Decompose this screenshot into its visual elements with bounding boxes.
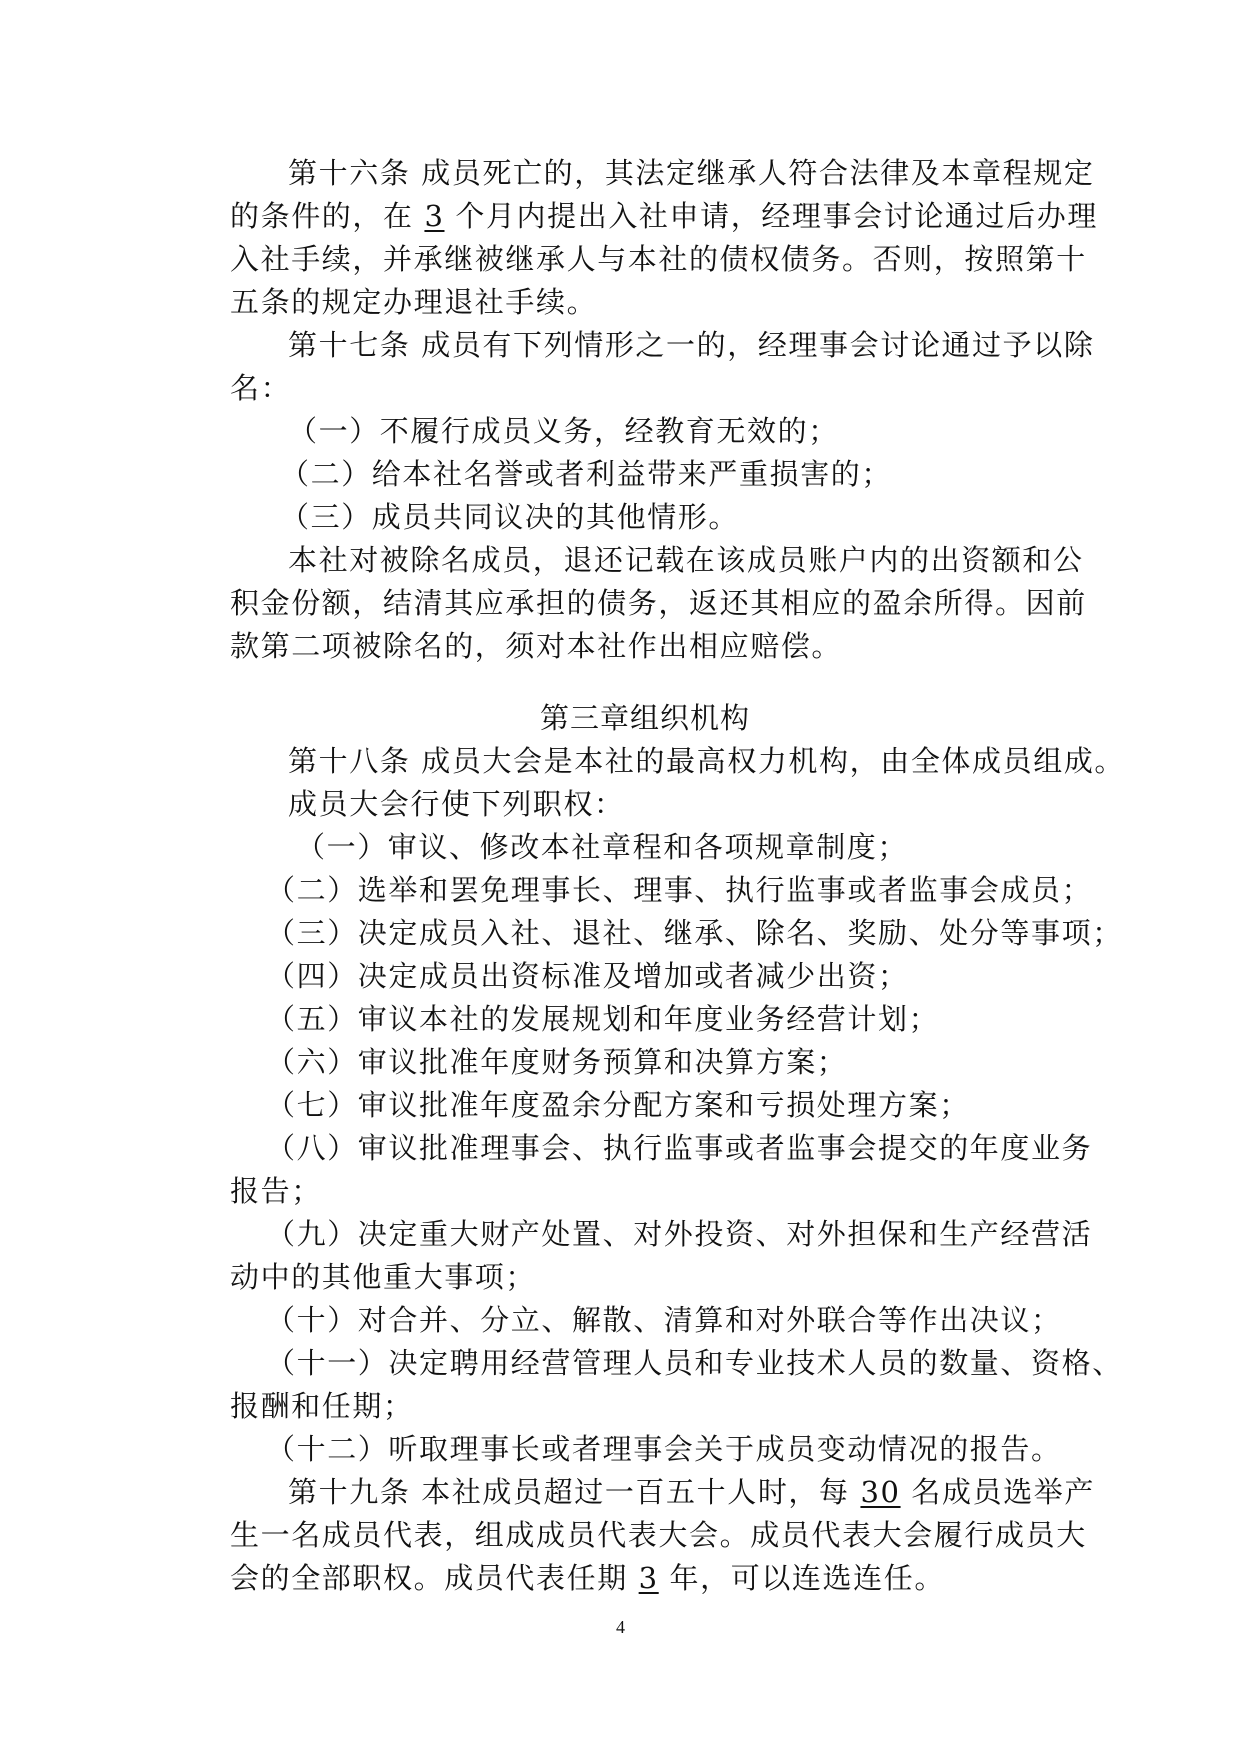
art18-item-5	[230, 998, 1060, 1040]
art17-item-3-text: （三）成员共同议决的其他情形。	[280, 500, 740, 534]
art18-item-4	[230, 955, 1060, 997]
art19-term-value: 3	[638, 1561, 659, 1595]
art18-item-8b	[230, 1170, 1060, 1212]
art19-members-value: 30	[860, 1475, 901, 1509]
art17-para-3	[230, 625, 1060, 667]
art17-line-1	[230, 324, 1095, 366]
art18-item-9a-text: （九）决定重大财产处置、对外投资、对外担保和生产经营活	[266, 1217, 1093, 1251]
art18-item-9b-text: 动中的其他重大事项；	[230, 1260, 537, 1294]
art18-item-11b-text: 报酬和任期；	[230, 1389, 414, 1423]
art18-line-1	[230, 740, 1126, 782]
art19-text-2: 生一名成员代表，组成成员代表大会。成员代表大会履行成员大	[230, 1518, 1087, 1552]
art17-item-1-text: （一）不履行成员义务，经教育无效的；	[288, 414, 839, 448]
art17-para-1-text: 本社对被除名成员，退还记载在该成员账户内的出资额和公	[288, 543, 1084, 577]
art16-months-value: 3	[424, 199, 445, 233]
art16-line-1	[230, 152, 1095, 194]
art16-line-4	[230, 281, 1060, 323]
art17-text-1: 第十七条 成员有下列情形之一的，经理事会讨论通过予以除	[288, 328, 1095, 362]
art16-line-2	[230, 195, 1098, 237]
art16-text-2a: 的条件的，在	[230, 199, 414, 233]
art18-item-8b-text: 报告；	[230, 1174, 322, 1208]
art18-item-8a-text: （八）审议批准理事会、执行监事或者监事会提交的年度业务	[266, 1131, 1093, 1165]
art17-para-1	[230, 539, 1084, 581]
art18-text-1: 第十八条 成员大会是本社的最高权力机构，由全体成员组成。	[288, 744, 1126, 778]
art18-item-11b	[230, 1385, 1060, 1427]
art19-line-2	[230, 1514, 1087, 1556]
art18-item-11a	[230, 1342, 1123, 1384]
art18-item-1-text: （一）审议、修改本社章程和各项规章制度；	[296, 830, 909, 864]
art18-item-9a	[230, 1213, 1093, 1255]
art18-item-11a-text: （十一）决定聘用经营管理人员和专业技术人员的数量、资格、	[266, 1346, 1123, 1380]
art17-para-2	[230, 582, 1087, 624]
art16-text-3: 入社手续，并承继被继承人与本社的债权债务。否则，按照第十	[230, 242, 1087, 276]
art18-item-6	[230, 1041, 1060, 1083]
art19-text-3b: 年，可以连选连任。	[669, 1561, 945, 1595]
art18-item-9b	[230, 1256, 1060, 1298]
art17-para-2-text: 积金份额，结清其应承担的债务，返还其相应的盈余所得。因前	[230, 586, 1087, 620]
art17-line-2	[230, 367, 1060, 409]
art16-text-1: 第十六条 成员死亡的，其法定继承人符合法律及本章程规定	[288, 156, 1095, 190]
art17-para-3-text: 款第二项被除名的，须对本社作出相应赔偿。	[230, 629, 843, 663]
art18-item-2-text: （二）选举和罢免理事长、理事、执行监事或者监事会成员；	[266, 873, 1093, 907]
art17-item-2-text: （二）给本社名誉或者利益带来严重损害的；	[280, 457, 893, 491]
art18-item-1	[230, 826, 1060, 868]
art18-item-10	[230, 1299, 1060, 1341]
art18-item-2	[230, 869, 1093, 911]
art18-item-6-text: （六）审议批准年度财务预算和决算方案；	[266, 1045, 848, 1079]
art17-item-3	[230, 496, 1060, 538]
art16-line-3	[230, 238, 1087, 280]
art19-text-3a: 会的全部职权。成员代表任期	[230, 1561, 628, 1595]
art18-item-8a	[230, 1127, 1093, 1169]
page-number: 4	[616, 1617, 625, 1637]
art16-text-2b: 个月内提出入社申请，经理事会讨论通过后办理	[455, 199, 1098, 233]
chapter-heading: 第三章组织机构	[539, 701, 750, 735]
art18-item-7-text: （七）审议批准年度盈余分配方案和亏损处理方案；	[266, 1088, 970, 1122]
art19-line-3	[230, 1557, 1060, 1599]
art18-item-7	[230, 1084, 1060, 1126]
art19-text-1b: 名成员选举产	[911, 1475, 1095, 1509]
art17-item-2	[230, 453, 1060, 495]
art18-item-5-text: （五）审议本社的发展规划和年度业务经营计划；	[266, 1002, 940, 1036]
art19-line-1	[230, 1471, 1095, 1513]
art19-text-1a: 第十九条 本社成员超过一百五十人时，每	[288, 1475, 850, 1509]
art16-text-4: 五条的规定办理退社手续。	[230, 285, 598, 319]
art17-item-1	[230, 410, 1060, 452]
art18-item-3-text: （三）决定成员入社、退社、继承、除名、奖励、处分等事项；	[266, 916, 1123, 950]
art18-item-3	[230, 912, 1123, 954]
art18-item-12-text: （十二）听取理事长或者理事会关于成员变动情况的报告。	[266, 1432, 1062, 1466]
art18-item-10-text: （十）对合并、分立、解散、清算和对外联合等作出决议；	[266, 1303, 1062, 1337]
art18-line-2	[230, 783, 1060, 825]
art18-item-12	[230, 1428, 1060, 1470]
art18-text-2: 成员大会行使下列职权：	[288, 787, 625, 821]
art18-item-4-text: （四）决定成员出资标准及增加或者减少出资；	[266, 959, 909, 993]
art17-text-2: 名：	[230, 371, 292, 405]
